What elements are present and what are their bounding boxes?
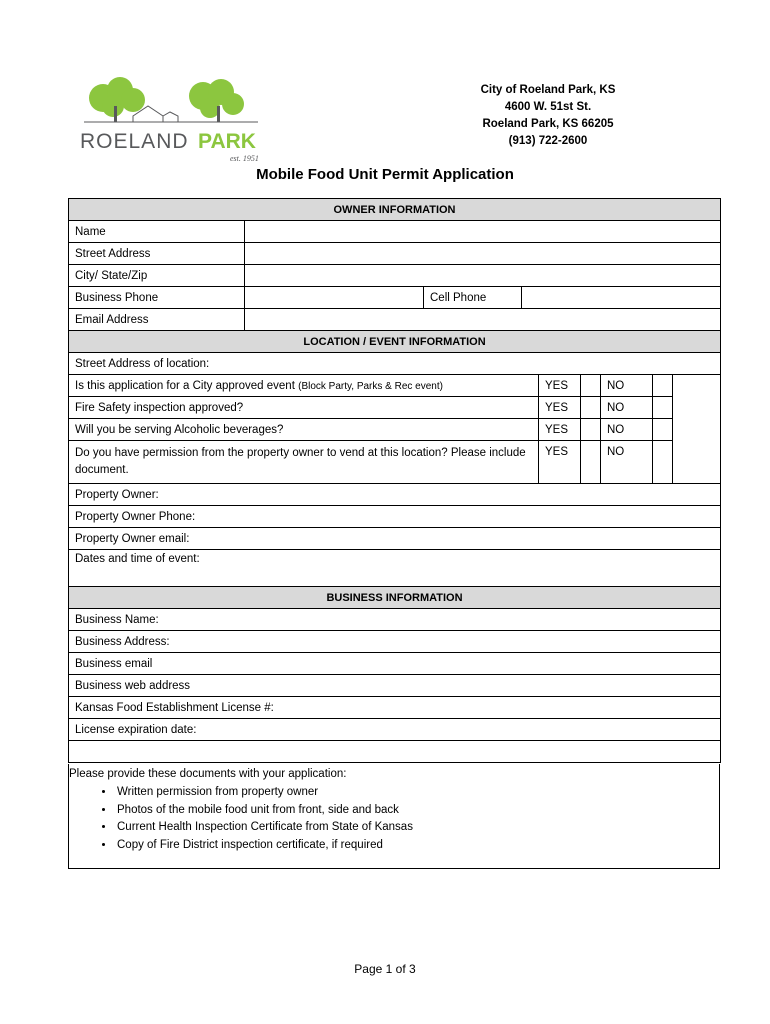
business-address-field[interactable]: Business Address:: [69, 631, 721, 653]
no-label: NO: [601, 397, 653, 419]
no-label: NO: [601, 441, 653, 484]
blank-row: [69, 741, 721, 763]
city-state-zip-field[interactable]: [245, 265, 721, 287]
location-event-table: [68, 330, 721, 590]
form-title: Mobile Food Unit Permit Application: [256, 166, 514, 183]
label-city-state-zip: City/ State/Zip: [69, 265, 245, 287]
label-street-address: Street Address: [69, 243, 245, 265]
owner-information-table: [68, 198, 721, 331]
section-heading-owner: OWNER INFORMATION: [69, 199, 721, 221]
page-number: Page 1 of 3: [354, 962, 416, 976]
question-property-owner-permission: Do you have permission from the property owner to vend at this location? Please include document.: [69, 441, 539, 484]
business-phone-field[interactable]: [245, 287, 424, 309]
list-item: • Written permission from property owner: [115, 784, 413, 802]
address-line-4: (913) 722-2600: [508, 135, 588, 147]
roeland-park-logo: [78, 76, 268, 166]
email-address-field[interactable]: [245, 309, 721, 331]
yes-label: YES: [539, 397, 581, 419]
section-heading-business: BUSINESS INFORMATION: [69, 587, 721, 609]
yes-label: YES: [539, 441, 581, 484]
question-fire-safety: Fire Safety inspection approved?: [69, 397, 539, 419]
tree-graphic: [84, 77, 258, 122]
cell-phone-field[interactable]: [522, 287, 721, 309]
yes-checkbox[interactable]: [581, 375, 601, 397]
address-line-3: Roeland Park, KS 66205: [482, 118, 614, 130]
section-heading-location: LOCATION / EVENT INFORMATION: [69, 331, 721, 353]
yes-checkbox[interactable]: [581, 397, 601, 419]
food-license-field[interactable]: Kansas Food Establishment License #:: [69, 697, 721, 719]
no-checkbox[interactable]: [653, 375, 673, 397]
dates-time-field[interactable]: Dates and time of event:: [69, 550, 721, 590]
license-expiration-field[interactable]: License expiration date:: [69, 719, 721, 741]
property-owner-email-field[interactable]: Property Owner email:: [69, 528, 721, 550]
label-name: Name: [69, 221, 245, 243]
question-city-approved-event-note: (Block Party, Parks & Rec event): [298, 380, 443, 392]
logo-tagline: est. 1951: [230, 154, 259, 163]
business-information-table: [68, 586, 721, 763]
question-city-approved-event-text: Is this application for a City approved event: [75, 379, 295, 392]
list-item: • Photos of the mobile food unit from front, side and back: [115, 802, 413, 820]
property-owner-field[interactable]: Property Owner:: [69, 484, 721, 506]
label-location-street-address: Street Address of location:: [69, 353, 721, 375]
label-email-address: Email Address: [69, 309, 245, 331]
property-owner-phone-field[interactable]: Property Owner Phone:: [69, 506, 721, 528]
documents-lead: Please provide these documents with your application:: [69, 768, 347, 780]
no-checkbox[interactable]: [653, 419, 673, 441]
required-documents-box: [68, 764, 720, 869]
question-city-approved-event: [69, 375, 539, 397]
name-field[interactable]: [245, 221, 721, 243]
yes-label: YES: [539, 375, 581, 397]
no-label: NO: [601, 419, 653, 441]
logo-word-roeland: ROELAND: [80, 130, 189, 153]
list-item: • Current Health Inspection Certificate from State of Kansas: [115, 819, 413, 837]
yes-checkbox[interactable]: [581, 441, 601, 484]
yes-label: YES: [539, 419, 581, 441]
no-checkbox[interactable]: [653, 441, 673, 484]
logo-word-park: PARK: [198, 130, 256, 153]
no-label: NO: [601, 375, 653, 397]
city-address: [448, 82, 648, 150]
documents-list: [95, 784, 413, 854]
address-line-2: 4600 W. 51st St.: [504, 101, 592, 113]
address-line-1: City of Roeland Park, KS: [480, 84, 616, 96]
list-item: • Copy of Fire District inspection certificate, if required: [115, 837, 413, 855]
business-email-field[interactable]: Business email: [69, 653, 721, 675]
label-business-phone: Business Phone: [69, 287, 245, 309]
business-name-field[interactable]: Business Name:: [69, 609, 721, 631]
no-checkbox[interactable]: [653, 397, 673, 419]
question-alcoholic-beverages: Will you be serving Alcoholic beverages?: [69, 419, 539, 441]
yes-checkbox[interactable]: [581, 419, 601, 441]
business-web-address-field[interactable]: Business web address: [69, 675, 721, 697]
street-address-field[interactable]: [245, 243, 721, 265]
label-cell-phone: Cell Phone: [424, 287, 522, 309]
